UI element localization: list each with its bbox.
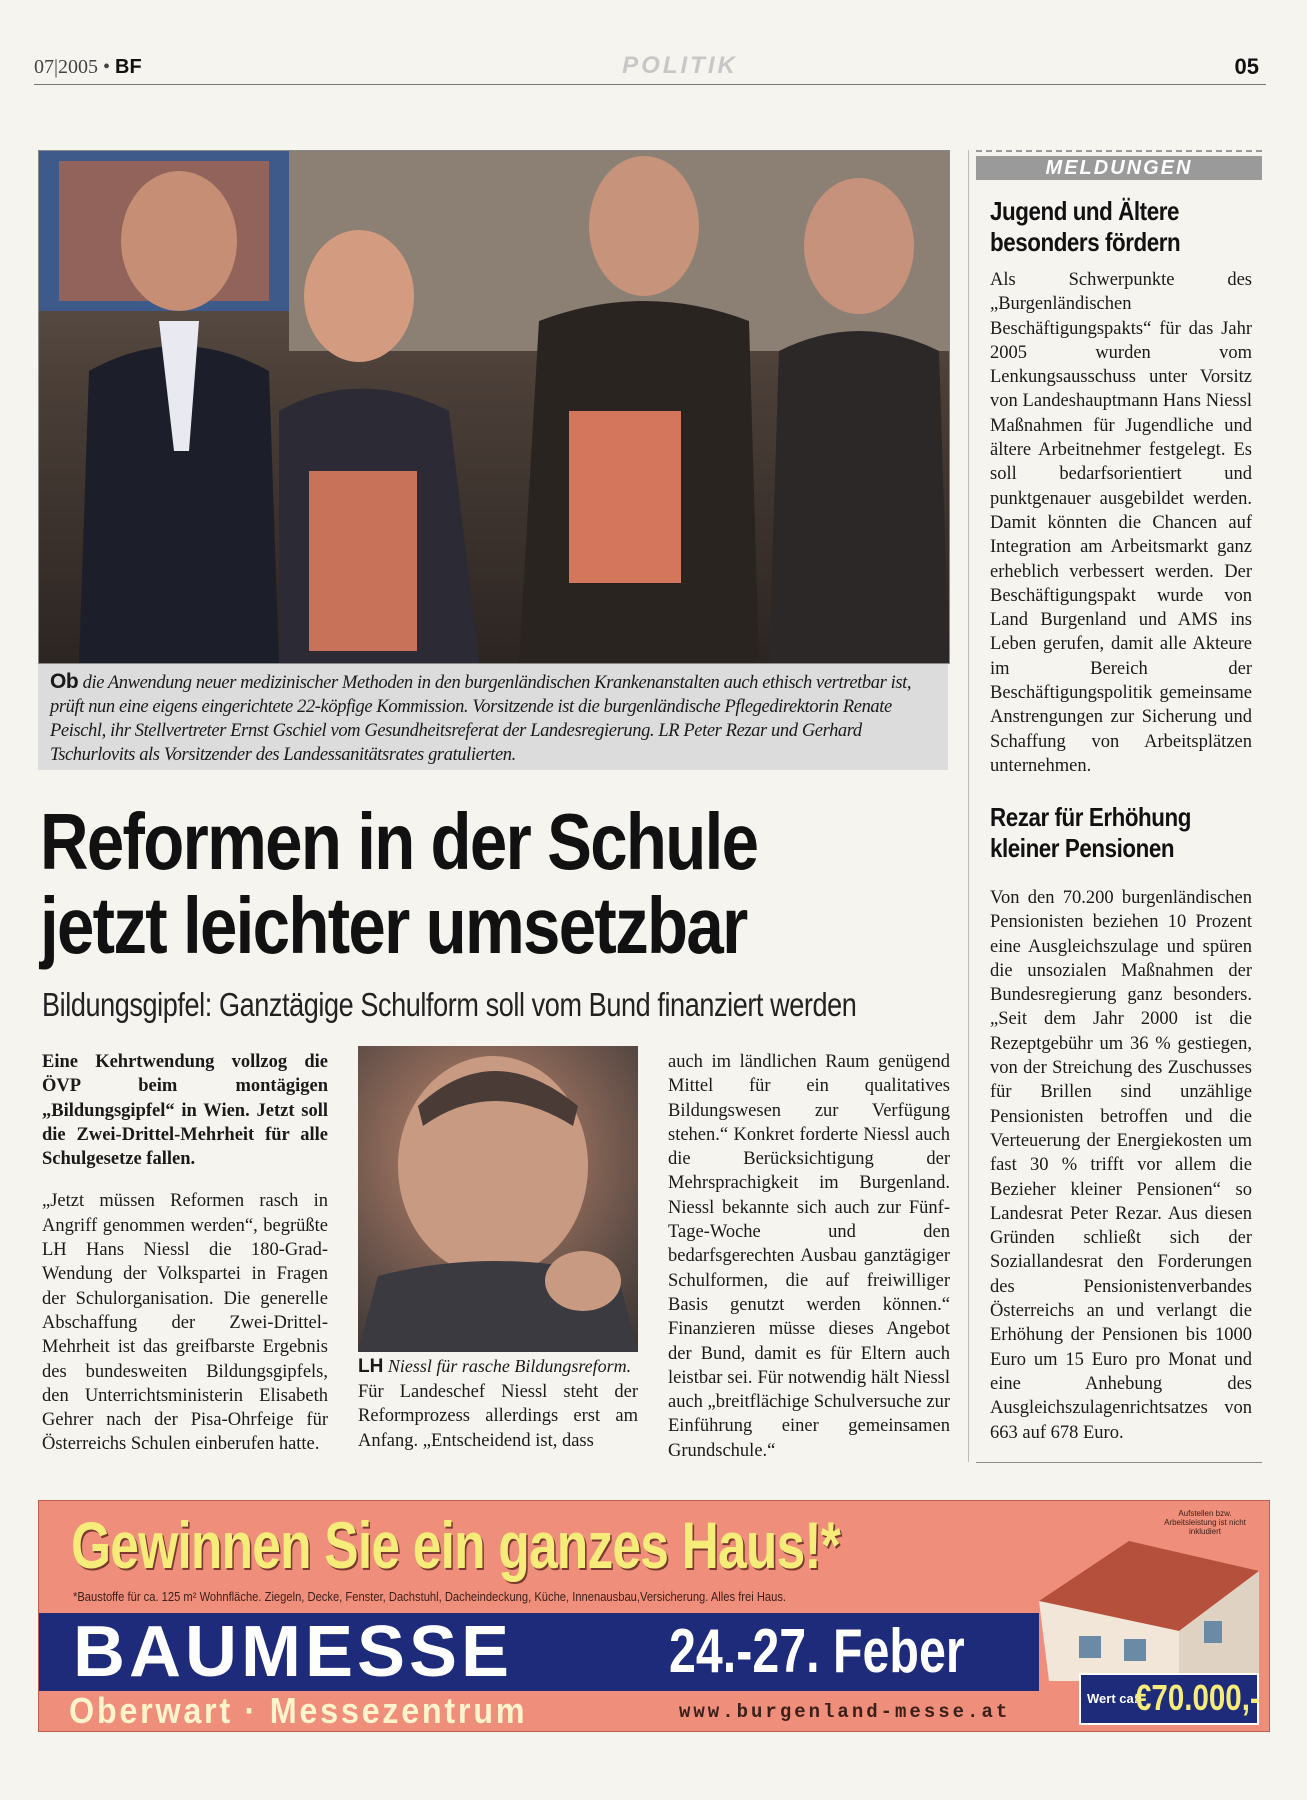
caption-text: die Anwendung neuer medizinischer Methoden in den burgenländischen Krankenanstalten auch ethisch vertretbar ist, prüft nun eine eigens eingerichtete 22-köpfige Kommission. Vorsitzende ist die burgenländische Pflegedirektorin Renate Peischl, ihr Stellvertreter Ernst Gschiel vom Gesundheitsreferat der Landesregierung. LR Peter Rezar und Gerhard Tschurlovits als Vorsitzender des Landessanitätsrates gratulierten. (50, 673, 912, 765)
ad-note: Aufstellen bzw. Arbeitsleistung ist nicht inkludiert (1164, 1509, 1246, 1536)
sidebar-item1-title-line-1: Jugend und Ältere (990, 196, 1179, 226)
sidebar-item2-text: Von den 70.200 burgenländischen Pensionisten beziehen 10 Prozent eine Ausgleichszulage und spüren die unsozialen Maßnahmen der Bundesregierung ganz besonders. „Seit dem Jahr 2000 ist die Rezeptgebühr um 36 % gestiegen, von der Streichung des Zuschusses für Brillen sind unzählige Pensionisten betroffen und die Verteuerung der Energiekosten um fast 30 % trifft vor allem die Bezieher kleiner Pensionen“ so Landesrat Peter Rezar. Aus diesen Gründen schließt sich der Soziallandesrat den Forderungen des Pensionistenverbandes Österreichs an und verlangt die Erhöhung der Pensionen bis 1000 Euro um 15 Euro pro Monat und eine Anhebung des Ausgleichszulagenrichtsatzes von 663 auf 678 Euro. (990, 888, 1252, 1443)
caption-lead: Ob (50, 670, 79, 693)
article-column-3: auch im ländlichen Raum genügend Mittel für ein qualitatives Bildungswesen zur Verfügung stehen.“ Konkret forderte Niessl auch die Berücksichtigung der Mehrsprachigkeit im Burgenland. Niessl bekannte sich auch zur Fünf-Tage-Woche und den bedarfsgerechten Ausbau ganztägiger Schulformen, die auf freiwilliger Basis genutzt werden können.“ Finanzieren müsse dieses Angebot der Bund, damit es für Eltern auch leistbar sei. Für notwendig hält Niessl auch „breitflächige Schulversuche zur Einführung einer gemeinsamen Grundschule.“ (668, 1052, 950, 1461)
sidebar-divider (968, 150, 969, 1462)
section-title: POLITIK (622, 52, 738, 79)
article-column-2: Für Landeschef Niessl steht der Reformprozess allerdings erst am Anfang. „Entscheidend ist, dass (358, 1382, 638, 1451)
ad-fine-print: *Baustoffe für ca. 125 m² Wohnfläche. Ziegeln, Decke, Fenster, Dachstuhl, Dacheindeckung, Küche, Innenausbau,Versicherung. Alles frei Haus. (73, 1589, 787, 1604)
article-column-1 (42, 1050, 328, 1457)
headline-line-2: jetzt leichter umsetzbar (40, 881, 747, 970)
article-intro: Eine Kehrtwendung vollzog die ÖVP beim montägigen „Bildungsgipfel“ in Wien. Jetzt soll die Zwei-Drittel-Mehrheit für alle Schulgesetze fallen. (42, 1052, 328, 1170)
article-headline (40, 797, 796, 970)
portrait-photo (358, 1046, 638, 1352)
sidebar-dashed-rule (976, 150, 1262, 152)
issue-number: 07|2005 (34, 56, 99, 78)
ad-price-label: Wert ca: (1087, 1691, 1139, 1706)
portrait-caption-lead: LH (358, 1356, 384, 1377)
sidebar-item2-title-line-1: Rezar für Erhöhung (990, 802, 1191, 832)
header-bullet: • (103, 56, 111, 78)
sidebar-item2-title (990, 802, 1222, 864)
ad-price-badge (1079, 1673, 1259, 1725)
ad-url[interactable]: www.burgenland-messe.at (679, 1701, 1011, 1723)
article-col1-text: „Jetzt müssen Reformen rasch in Angriff genommen werden“, begrüßte LH Hans Niessl die 180-Grad-Wendung der Volkspartei in Fragen der Schulorganisation. Die generelle Abschaffung der Zwei-Drittel-Mehrheit ist das greifbarste Ergebnis des bundesweiten Bildungsgipfels, den Unterrichtsministerin Elisabeth Gehrer nach der Pisa-Ohrfeige für Österreichs Schulen einberufen hatte. (42, 1191, 328, 1455)
ad-price-value: €70.000,- (1135, 1677, 1260, 1718)
header-rule (34, 84, 1266, 85)
ad-dates: 24.-27. Feber (669, 1617, 965, 1686)
portrait-caption-text: Niessl für rasche Bildungsreform. (387, 1356, 632, 1376)
advertisement (38, 1500, 1270, 1732)
article-subhead: Bildungsgipfel: Ganztägige Schulform soll vom Bund finanziert werden (42, 986, 857, 1023)
issue-info (34, 56, 142, 79)
sidebar-item1-text: Als Schwerpunkte des „Burgenländischen Beschäftigungspakts“ für das Jahr 2005 wurden vom Lenkungsausschuss unter Vorsitz von Landeshauptmann Hans Niessl Maßnahmen für Jugendliche und ältere Arbeitnehmer festgelegt. Es soll bedarfsorientiert und punktgenauer ausgebildet werden. Damit könnten die Chancen auf Integration am Arbeitsmarkt ganz erheblich verbessert werden. Der Beschäftigungspakt wurde von Land Burgenland und AMS ins Leben gerufen, damit alle Akteure im Bereich der Beschäftigungspolitik gemeinsame Anstrengungen zur Sicherung und Schaffung von Arbeitsplätzen unternehmen. (990, 270, 1252, 776)
sidebar-item1-title-line-2: besonders fördern (990, 227, 1181, 257)
page-number: 05 (1234, 54, 1259, 79)
headline-line-1: Reformen in der Schule (40, 797, 758, 886)
ad-location: Oberwart · Messezentrum (69, 1690, 528, 1731)
sidebar-label: MELDUNGEN (976, 156, 1262, 180)
portrait-caption (358, 1356, 648, 1378)
sidebar-bottom-rule (976, 1462, 1262, 1463)
ad-event-name: BAUMESSE (73, 1612, 514, 1692)
brand: BF (115, 56, 142, 78)
group-photo (38, 150, 950, 664)
ad-headline: Gewinnen Sie ein ganzes Haus!* (71, 1508, 841, 1582)
house-illustration (1029, 1531, 1269, 1681)
sidebar-item1-title (990, 196, 1222, 258)
sidebar-item2-title-line-2: kleiner Pensionen (990, 833, 1175, 863)
photo-caption (38, 664, 948, 770)
